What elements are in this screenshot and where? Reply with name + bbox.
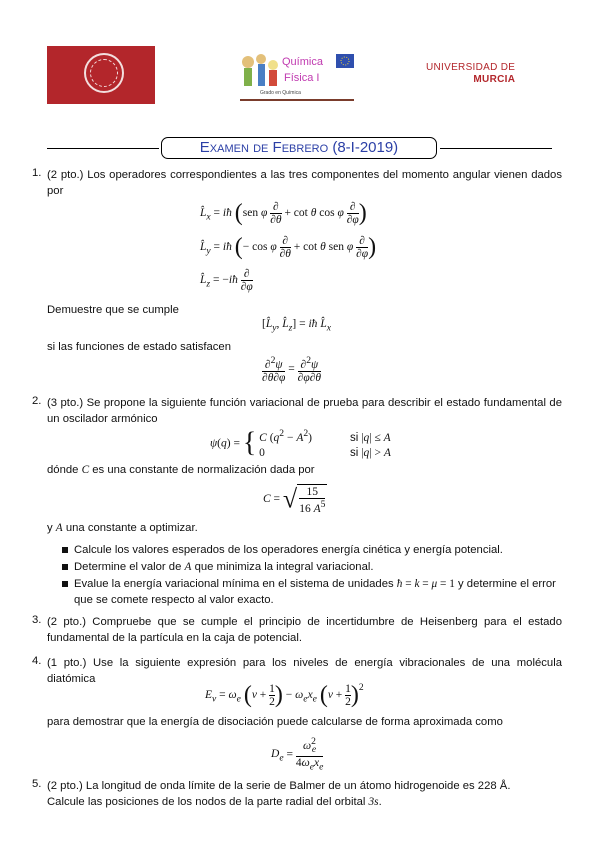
question-2-bullet-3: Evalue la energía variacional mínima en el sistema de unidades ħ = k = μ = 1 y determine el error que se comete respecto al valor exacto. [74, 578, 556, 606]
bullet-3-pre: Evalue la energía variacional mínima en el sistema de unidades [74, 578, 394, 590]
case-si-2: si [350, 446, 359, 459]
case-si-1: si [350, 431, 359, 444]
question-2-intro: (3 pto.) Se propone la siguiente función variacional de prueba para describir el estado fundamental de un oscilador armónico [47, 397, 562, 425]
equation-lz: $L̂_z$ = −iħ $\frac{\partial}{\partial\varphi}$ [200, 268, 253, 293]
where-post: es una constante de normalización dada por [92, 464, 315, 476]
question-4-number: 4. [32, 655, 42, 667]
university-name [426, 62, 515, 86]
university-seal-logo [47, 46, 155, 104]
course-logo-underline [240, 99, 354, 101]
question-3-number: 3. [32, 614, 42, 626]
question-2-and: y A una constante a optimizar. [47, 522, 198, 534]
eu-flag-icon [336, 54, 354, 68]
question-5-text-b: Calcule las posiciones de los nodos de la parte radial del orbital 3s. [47, 796, 382, 808]
question-1-show: Demuestre que se cumple [47, 304, 179, 316]
course-logo-subtitle: Grado en Química [260, 90, 301, 96]
question-5-text-a: (2 pto.) La longitud de onda límite de la serie de Balmer de un átomo hidrogenoide es 228 Å. [47, 780, 511, 792]
question-1-intro: (2 pto.) Los operadores correspondientes a las tres componentes del momento angular vienen dados por [47, 169, 562, 197]
university-name-line2: MURCIA [473, 74, 516, 85]
question-2-bullet-2: Determine el valor de A que minimiza la integral variacional. [74, 561, 374, 573]
question-2-bullet-1: Calcule los valores esperados de los operadores energía cinética y energía potencial. [74, 544, 503, 556]
question-5-text-b-content: Calcule las posiciones de los nodos de la parte radial del orbital [47, 796, 366, 808]
and-pre: y [47, 522, 53, 534]
seal-inner-ring [90, 59, 118, 87]
bullet-marker [62, 581, 68, 587]
university-name-line1: UNIVERSIDAD DE [426, 62, 516, 73]
question-1-number: 1. [32, 167, 42, 179]
question-4-show: para demostrar que la energía de disociación puede calcularse de forma aproximada como [47, 716, 503, 728]
bullet-marker [62, 547, 68, 553]
exam-title [161, 137, 437, 159]
chemistry-cartoon-icon [240, 50, 284, 90]
equation-trial-function: ψ(q) = { C $(q^2 - A^2)$ si |q| ≤ A 0 si |q| > A [210, 427, 391, 459]
where-pre: dónde [47, 464, 79, 476]
course-logo-title-line2: Física I [284, 72, 320, 84]
equation-normalization: C = √ $\frac{15}{16 A^5}$ [263, 484, 326, 515]
equation-commutator: [$L̂_y$, $L̂_z$] = iħ $L̂_x$ [262, 318, 331, 334]
question-3-text: (2 pto.) Compruebe que se cumple el principio de incertidumbre de Heisenberg para el estado fundamental de la partícula en la caja de potencial. [47, 616, 562, 644]
equation-mixed-derivatives: $\frac{\partial^2\psi}{\partial\theta\partial\varphi}$ = $\frac{\partial^2\psi}{\partial\varphi\partial\theta}$ [262, 355, 322, 384]
question-1-condition: si las funciones de estado satisfacen [47, 341, 231, 353]
question-2-where: dónde C es una constante de normalización dada por [47, 464, 315, 476]
bullet-marker [62, 564, 68, 570]
question-4-intro: (1 pto.) Use la siguiente expresión para los niveles de energía vibracionales de una molécula diatómica [47, 657, 562, 685]
bullet-2-post: que minimiza la integral variacional. [194, 561, 374, 573]
equation-lx: $L̂_x$ = iħ (sen φ $\frac{\partial}{\partial\theta}$ + cot θ cos φ $\frac{\partial}{\partial\varphi}$ ) [200, 200, 367, 226]
exam-title-text: Examen de Febrero (8-I-2019) [199, 139, 399, 156]
course-logo [240, 50, 354, 102]
and-post: una constante a optimizar. [65, 522, 198, 534]
equation-vibrational-energy: $E_v = \omega_e$ (v + $\frac{1}{2}$ ) − $\omega_ex_e$ (v + $\frac{1}{2}$ )$^2$ [205, 682, 364, 708]
course-logo-title-line1: Química [282, 56, 323, 68]
bullet-3-post: y determine el error que se comete respecto al valor exacto. [74, 578, 556, 606]
title-rule-right [440, 148, 552, 149]
title-rule-left [47, 148, 159, 149]
bullet-2-pre: Determine el valor de [74, 561, 182, 573]
equation-ly: $L̂_y$ = iħ (− cos φ $\frac{\partial}{\partial\theta}$ + cot θ sen φ $\frac{\partial}{\partial\varphi}$ ) [200, 234, 377, 260]
question-5-number: 5. [32, 778, 42, 790]
equation-dissociation-energy: $D_e$ = $\frac{\omega^2_e}{4\omega_ex_e}$ [271, 736, 324, 773]
question-2-number: 2. [32, 395, 42, 407]
